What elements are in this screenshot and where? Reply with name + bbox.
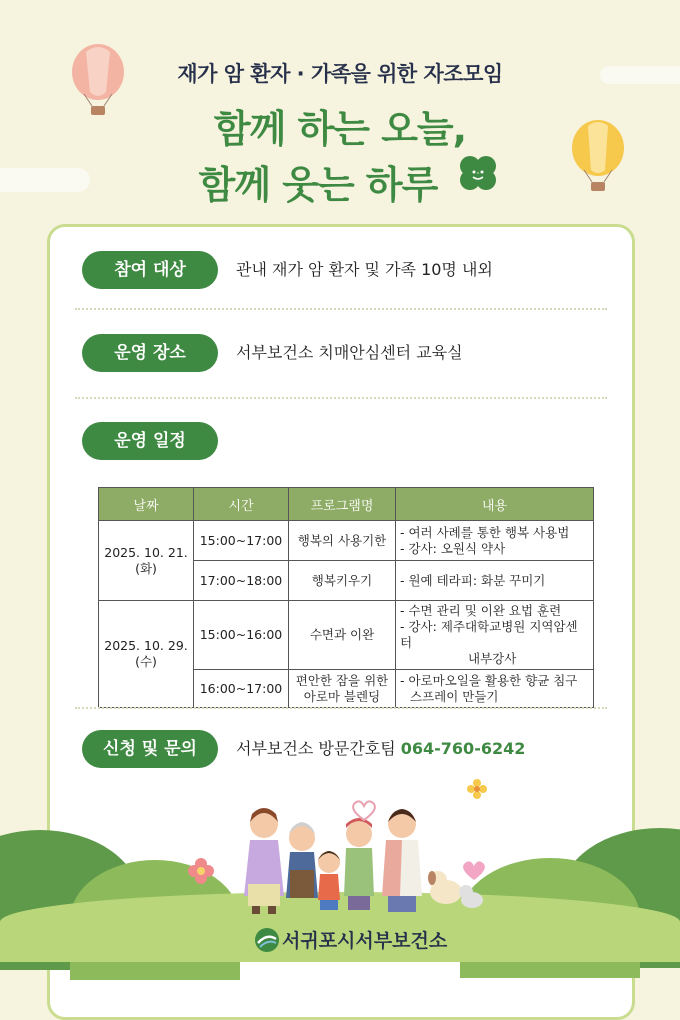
target-label-pill: 참여 대상 — [82, 251, 218, 289]
content-line: 내부강사 — [468, 651, 517, 666]
table-row — [99, 521, 594, 561]
content-line: - 아로마오일을 활용한 향균 침구 — [400, 672, 578, 688]
content-cell — [396, 601, 594, 670]
content-line: - 원예 테라피: 화분 꾸미기 — [400, 572, 546, 588]
content-line: - 강사: 오원식 약사 — [400, 540, 506, 556]
header-program: 프로그램명 — [289, 488, 396, 521]
target-value: 관내 재가 암 환자 및 가족 10명 내외 — [236, 260, 493, 279]
place-label-pill: 운영 장소 — [82, 334, 218, 372]
program-cell: 행복의 사용기한 — [289, 521, 396, 561]
time-cell: 16:00~17:00 — [194, 670, 289, 708]
date-cell — [99, 521, 194, 601]
schedule-label-pill: 운영 일정 — [82, 422, 218, 460]
weekday-text: (수) — [135, 654, 157, 669]
phone-number: 064-760-6242 — [400, 739, 526, 758]
organization-name: 서귀포시서부보건소 — [282, 930, 448, 952]
content-line: - 수면 관리 및 이완 요법 훈련 — [400, 603, 562, 618]
apply-contact — [236, 730, 525, 768]
time-cell: 15:00~16:00 — [194, 601, 289, 670]
date-text: 2025. 10. 21. — [104, 544, 188, 560]
apply-team: 서부보건소 방문간호팀 — [236, 739, 396, 758]
header-content: 내용 — [396, 488, 594, 521]
heart-icon — [462, 860, 486, 882]
seogwipo-logo-icon — [254, 927, 280, 953]
program-cell: 수면과 이완 — [289, 601, 396, 670]
content-cell — [396, 521, 594, 561]
content-line: 스프레이 만들기 — [410, 688, 499, 704]
clover-icon — [456, 152, 500, 196]
header-title-line2: 함께 웃는 하루 — [198, 163, 438, 207]
content-line: - 여러 사례를 통한 행복 사용법 — [400, 524, 570, 540]
content-line: - 강사: 제주대학교병원 지역암센터 — [400, 619, 578, 650]
divider — [75, 397, 607, 399]
program-cell: 행복키우기 — [289, 561, 396, 601]
header-time: 시간 — [194, 488, 289, 521]
content-cell — [396, 561, 594, 601]
header-date: 날짜 — [99, 488, 194, 521]
table-row — [99, 601, 594, 670]
date-text: 2025. 10. 29. — [104, 638, 188, 653]
date-cell — [99, 601, 194, 708]
place-value: 서부보건소 치매안심센터 교육실 — [236, 343, 463, 362]
content-cell — [396, 670, 594, 708]
table-header-row — [99, 488, 594, 521]
apply-label-pill: 신청 및 문의 — [82, 730, 218, 768]
schedule-table — [98, 487, 594, 708]
program-line: 아로마 블렌딩 — [303, 688, 381, 704]
divider — [75, 308, 607, 310]
time-cell: 15:00~17:00 — [194, 521, 289, 561]
flower-icon — [466, 778, 488, 800]
divider — [75, 707, 607, 709]
flower-icon — [186, 856, 216, 886]
program-cell — [289, 670, 396, 708]
time-cell: 17:00~18:00 — [194, 561, 289, 601]
header-title-line1: 함께 하는 오늘, — [213, 107, 467, 151]
weekday-text: (화) — [135, 560, 157, 576]
header-subtitle: 재가 암 환자 · 가족을 위한 자조모임 — [177, 62, 503, 86]
program-line: 편안한 잠을 위한 — [295, 672, 389, 688]
